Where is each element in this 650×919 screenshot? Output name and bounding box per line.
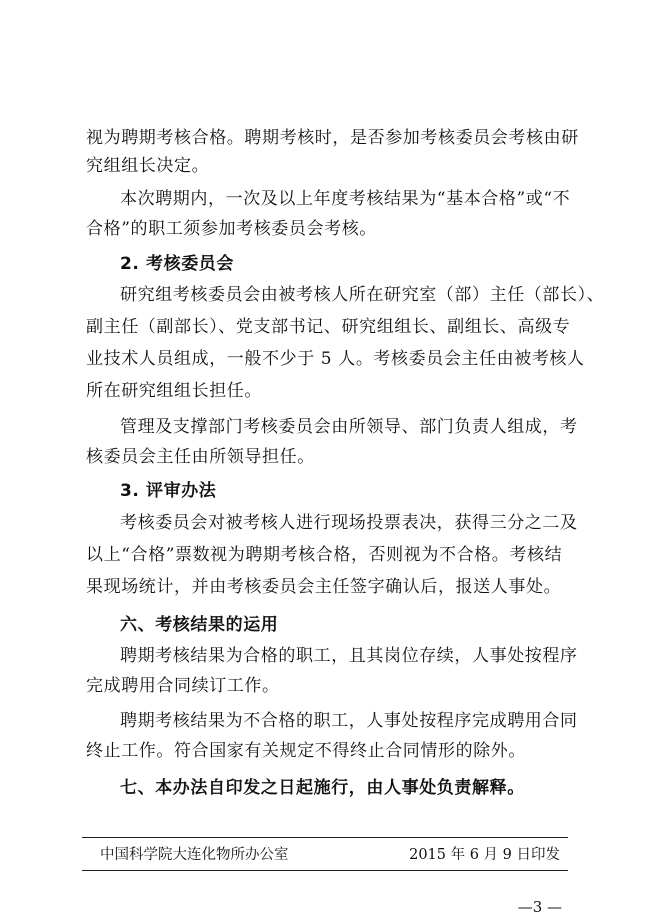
footer-date: 2015 年 6 月 9 日印发 <box>409 847 560 863</box>
section-heading: 3. 评审办法 <box>120 481 217 501</box>
paragraph-line: 究组组长决定。 <box>86 156 210 176</box>
paragraph-line: 业技术人员组成，一般不少于 5 人。考核委员会主任由被考核人 <box>86 349 585 369</box>
paragraph-line: 考核委员会对被考核人进行现场投票表决，获得三分之二及 <box>120 513 578 533</box>
footer-bottom-rule <box>82 870 568 871</box>
paragraph-line: 终止工作。符合国家有关规定不得终止合同情形的除外。 <box>86 741 526 761</box>
paragraph-line: 完成聘用合同续订工作。 <box>86 676 280 696</box>
section-heading: 2. 考核委员会 <box>120 254 235 274</box>
paragraph-line: 所在研究组组长担任。 <box>86 381 262 401</box>
paragraph-line: 本次聘期内，一次及以上年度考核结果为“基本合格”或“不 <box>120 189 571 209</box>
section-heading: 六、考核结果的运用 <box>120 615 279 635</box>
paragraph-line: 核委员会主任由所领导担任。 <box>86 447 315 467</box>
footer-issuer: 中国科学院大连化物所办公室 <box>100 847 289 863</box>
paragraph-line: 副主任（副部长）、党支部书记、研究组组长、副组长、高级专 <box>86 317 571 337</box>
footer-top-rule <box>82 837 568 838</box>
paragraph-line: 研究组考核委员会由被考核人所在研究室（部）主任（部长）、 <box>120 285 605 305</box>
paragraph-line: 聘期考核结果为合格的职工，且其岗位存续，人事处按程序 <box>120 646 578 666</box>
page-number: —3 — <box>517 898 562 916</box>
paragraph-line: 视为聘期考核合格。聘期考核时，是否参加考核委员会考核由研 <box>86 128 579 148</box>
paragraph-line: 果现场统计，并由考核委员会主任签字确认后，报送人事处。 <box>86 577 562 597</box>
section-heading: 七、本办法自印发之日起施行，由人事处负责解释。 <box>120 778 525 798</box>
paragraph-line: 聘期考核结果为不合格的职工，人事处按程序完成聘用合同 <box>120 711 578 731</box>
paragraph-line: 管理及支撑部门考核委员会由所领导、部门负责人组成，考 <box>120 417 578 437</box>
paragraph-line: 合格”的职工须参加考核委员会考核。 <box>86 219 377 239</box>
paragraph-line: 以上“合格”票数视为聘期考核合格，否则视为不合格。考核结 <box>86 545 563 565</box>
